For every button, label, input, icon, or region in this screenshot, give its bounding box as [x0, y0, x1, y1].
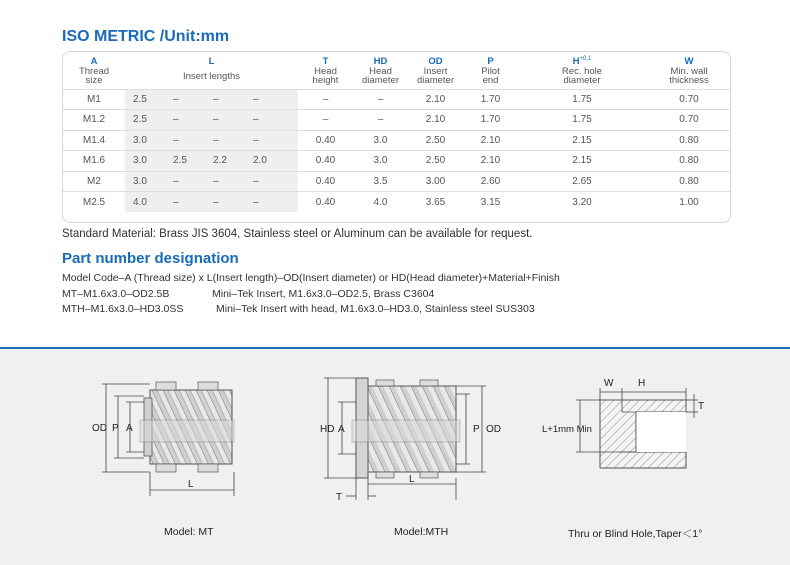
- col-letter-l: L: [208, 56, 215, 67]
- col-label-t: Head height: [312, 66, 339, 87]
- table-cell: 4.0: [125, 192, 165, 213]
- table-row: [63, 130, 731, 151]
- table-cell: –: [165, 192, 205, 213]
- table-cell: 3.20: [518, 192, 646, 213]
- table-row: [63, 151, 731, 172]
- hole-label-w: W: [604, 378, 614, 389]
- table-cell: 2.10: [463, 130, 518, 151]
- table-cell: M1: [63, 89, 125, 110]
- col-letter-hd: HD: [373, 56, 388, 67]
- mth-insert-body: [352, 378, 460, 478]
- mth-label-hd: HD: [320, 424, 335, 435]
- example-mth-code: MTH–M1.6x3.0–HD3.0SS: [62, 303, 184, 315]
- model-code-line: Model Code–A (Thread size) x L(Insert length)–OD(Insert diameter) or HD(Head diameter)+Material+Finish: [62, 272, 560, 284]
- mt-insert-diagram: [88, 372, 258, 502]
- col-label-l: Insert lengths: [182, 71, 241, 83]
- table-cell: 2.15: [518, 130, 646, 151]
- table-cell: 0.70: [646, 89, 731, 110]
- hole-label-h: H: [638, 378, 646, 389]
- table-cell: 2.10: [408, 110, 463, 131]
- table-cell: –: [245, 110, 298, 131]
- col-letter-a: A: [90, 56, 98, 67]
- col-letter-t: T: [322, 56, 329, 67]
- table-cell: 3.65: [408, 192, 463, 213]
- caption-mt: Model: MT: [164, 526, 214, 538]
- table-cell: 1.00: [646, 192, 731, 213]
- table-cell: M1.6: [63, 151, 125, 172]
- mth-label-a: A: [338, 424, 345, 435]
- table-cell: 2.0: [245, 151, 298, 172]
- mth-label-l: L: [409, 474, 415, 485]
- table-cell: M2: [63, 171, 125, 192]
- hole-cross-section: [600, 400, 686, 468]
- table-cell: –: [205, 130, 245, 151]
- hole-label-t: T: [698, 401, 705, 412]
- mth-insert-diagram: [316, 372, 506, 508]
- table-cell: –: [353, 110, 408, 131]
- table-cell: 0.70: [646, 110, 731, 131]
- table-cell: –: [165, 171, 205, 192]
- mt-label-od: OD: [92, 423, 107, 434]
- col-label-od: Insert diameter: [417, 66, 454, 87]
- table-cell: M2.5: [63, 192, 125, 213]
- table-cell: –: [245, 130, 298, 151]
- table-cell: 2.50: [408, 151, 463, 172]
- table-cell: 2.2: [205, 151, 245, 172]
- col-label-h: Rec. hole diameter: [561, 66, 603, 87]
- col-letter-od: OD: [428, 56, 443, 67]
- page-title: ISO METRIC /Unit:mm: [62, 28, 230, 45]
- table-cell: 2.5: [125, 110, 165, 131]
- table-cell: 4.0: [353, 192, 408, 213]
- table-cell: 3.0: [125, 151, 165, 172]
- caption-hole: Thru or Blind Hole,Taper＜1°: [568, 528, 703, 540]
- table-cell: –: [205, 110, 245, 131]
- table-cell: 0.40: [298, 171, 353, 192]
- table-cell: –: [353, 89, 408, 110]
- example-mt: [62, 288, 434, 300]
- mt-insert-body: [140, 382, 234, 472]
- table-cell: 1.70: [463, 89, 518, 110]
- part-number-heading: Part number designation: [62, 250, 239, 267]
- table-cell: 3.0: [353, 130, 408, 151]
- table-cell: 3.5: [353, 171, 408, 192]
- table-cell: 3.00: [408, 171, 463, 192]
- table-cell: 3.0: [125, 130, 165, 151]
- table-row: [63, 192, 731, 213]
- col-label-hd: Head diameter: [362, 66, 399, 87]
- example-mth-desc: Mini–Tek Insert with head, M1.6x3.0–HD3.0, Stainless steel SUS303: [216, 303, 535, 315]
- example-mt-code: MT–M1.6x3.0–OD2.5B: [62, 288, 170, 300]
- table-cell: 0.80: [646, 171, 731, 192]
- col-label-w: Min. wall thickness: [669, 66, 709, 87]
- col-label-p: Pilot end: [481, 66, 500, 87]
- example-mth: [62, 303, 535, 315]
- table-cell: 2.10: [463, 151, 518, 172]
- hole-label-depth: L+1mm Min: [542, 424, 592, 435]
- table-cell: –: [165, 89, 205, 110]
- table-cell: M1.2: [63, 110, 125, 131]
- table-cell: 1.75: [518, 110, 646, 131]
- col-letter-p: P: [487, 56, 494, 67]
- table-cell: 0.40: [298, 151, 353, 172]
- table-cell: 2.60: [463, 171, 518, 192]
- table-cell: –: [245, 171, 298, 192]
- table-cell: –: [205, 171, 245, 192]
- table-cell: –: [205, 192, 245, 213]
- table-cell: 0.80: [646, 130, 731, 151]
- table-cell: 1.70: [463, 110, 518, 131]
- table-cell: –: [165, 110, 205, 131]
- table-cell: 2.10: [408, 89, 463, 110]
- table-row: [63, 171, 731, 192]
- col-letter-w: W: [684, 56, 694, 67]
- table-cell: 0.40: [298, 130, 353, 151]
- table-cell: –: [298, 89, 353, 110]
- table-cell: M1.4: [63, 130, 125, 151]
- table-cell: 0.40: [298, 192, 353, 213]
- table-cell: –: [298, 110, 353, 131]
- mt-label-p: P: [112, 423, 119, 434]
- spec-table: [62, 51, 731, 223]
- table-cell: 3.0: [125, 171, 165, 192]
- table-row: [63, 110, 731, 131]
- col-label-a: Thread size: [78, 66, 110, 87]
- caption-mth: Model:MTH: [394, 526, 449, 538]
- spec-table-grid: [63, 52, 731, 212]
- table-cell: –: [165, 130, 205, 151]
- mt-label-a: A: [126, 423, 133, 434]
- standard-material-note: Standard Material: Brass JIS 3604, Stainless steel or Aluminum can be available for request.: [62, 228, 533, 240]
- table-cell: –: [205, 89, 245, 110]
- table-cell: 3.15: [463, 192, 518, 213]
- table-cell: 2.15: [518, 151, 646, 172]
- mt-label-l: L: [188, 479, 194, 490]
- hole-diagram: [540, 372, 720, 482]
- col-letter-h: $H^{+0.1}$: [572, 56, 592, 68]
- table-row: [63, 89, 731, 110]
- table-cell: 2.5: [125, 89, 165, 110]
- table-cell: –: [245, 192, 298, 213]
- mth-label-p: P: [473, 424, 480, 435]
- mth-label-t: T: [336, 492, 343, 503]
- table-cell: 2.50: [408, 130, 463, 151]
- table-cell: 2.5: [165, 151, 205, 172]
- table-cell: 0.80: [646, 151, 731, 172]
- table-cell: –: [245, 89, 298, 110]
- table-cell: 3.0: [353, 151, 408, 172]
- table-cell: 2.65: [518, 171, 646, 192]
- mth-label-od: OD: [486, 424, 501, 435]
- example-mt-desc: Mini–Tek Insert, M1.6x3.0–OD2.5, Brass C3604: [212, 288, 435, 300]
- table-cell: 1.75: [518, 89, 646, 110]
